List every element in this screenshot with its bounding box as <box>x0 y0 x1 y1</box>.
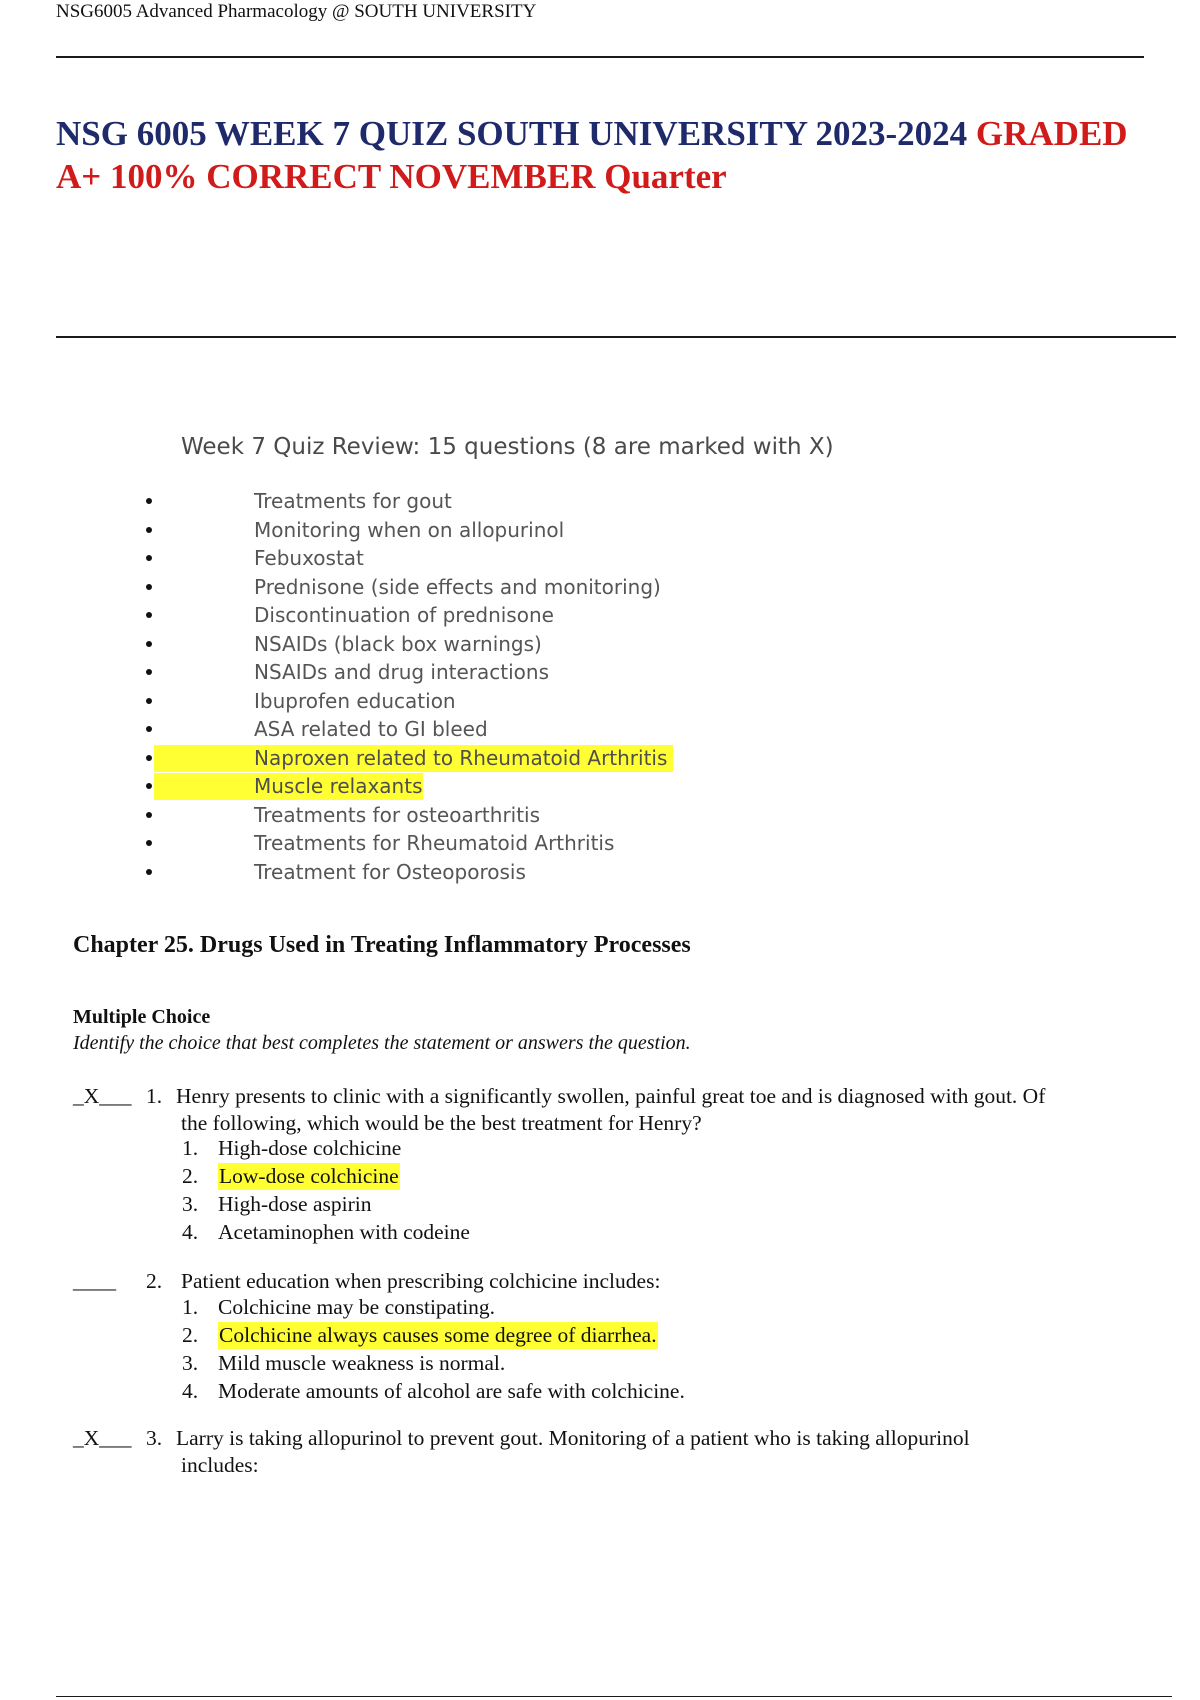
title-main: NSG 6005 WEEK 7 QUIZ SOUTH UNIVERSITY 2023-2024 <box>56 114 968 153</box>
title-rule <box>56 336 1176 338</box>
bullet-icon <box>146 869 152 875</box>
question-1 <box>73 1083 1173 1143</box>
option-text: Mild muscle weakness is normal. <box>218 1351 506 1375</box>
topic-label: Treatment for Osteoporosis <box>254 859 526 884</box>
option-text: Acetaminophen with codeine <box>218 1220 470 1244</box>
bullet-icon <box>146 641 152 647</box>
option-number: 2. <box>182 1164 199 1188</box>
option-text: High-dose colchicine <box>218 1136 402 1160</box>
option-number: 4. <box>182 1379 199 1403</box>
bullet-icon <box>146 498 152 504</box>
answer-mark: _X___ <box>73 1084 132 1108</box>
bullet-icon <box>146 612 152 618</box>
question-stem: Henry presents to clinic with a significantly swollen, painful great toe and is diagnosed with gout. Of <box>176 1084 1046 1108</box>
option-number: 3. <box>182 1192 199 1216</box>
question-stem: Larry is taking allopurinol to prevent gout. Monitoring of a patient who is taking allopurinol <box>176 1426 970 1450</box>
option-number: 3. <box>182 1351 199 1375</box>
option-number: 1. <box>182 1136 199 1160</box>
header-rule <box>56 56 1144 58</box>
topic-label: Naproxen related to Rheumatoid Arthritis <box>254 745 668 770</box>
answer-mark: ____ <box>73 1269 116 1293</box>
bullet-icon <box>146 669 152 675</box>
option-text: Colchicine always causes some degree of diarrhea. <box>219 1323 657 1347</box>
question-number: 3. <box>146 1426 163 1450</box>
running-header: NSG6005 Advanced Pharmacology @ SOUTH UNIVERSITY <box>56 1 537 22</box>
topic-label: Febuxostat <box>254 546 364 570</box>
question-stem-continued: includes: <box>181 1453 259 1477</box>
topic-label: Muscle relaxants <box>254 774 423 798</box>
question-stem-continued: the following, which would be the best treatment for Henry? <box>181 1111 702 1135</box>
section-heading: Multiple Choice <box>73 1006 211 1028</box>
topic-label: NSAIDs and drug interactions <box>254 660 549 684</box>
question-number: 2. <box>146 1269 163 1293</box>
question-stem: Patient education when prescribing colchicine includes: <box>181 1269 661 1293</box>
answer-mark: _X___ <box>73 1426 132 1450</box>
bullet-icon <box>146 726 152 732</box>
topic-label: Treatments for Rheumatoid Arthritis <box>254 831 615 855</box>
topic-label: Ibuprofen education <box>254 688 456 713</box>
option-text: Moderate amounts of alcohol are safe with colchicine. <box>218 1379 685 1403</box>
topic-label: NSAIDs (black box warnings) <box>254 631 542 656</box>
topic-label: ASA related to GI bleed <box>254 717 488 741</box>
option-number: 2. <box>182 1323 199 1347</box>
footer-rule <box>56 1696 1172 1697</box>
bullet-icon <box>146 584 152 590</box>
bullet-icon <box>146 840 152 846</box>
topic-label: Monitoring when on allopurinol <box>254 517 565 542</box>
topic-label: Treatments for osteoarthritis <box>254 802 541 827</box>
topic-label: Discontinuation of prednisone <box>254 603 554 627</box>
option-number: 4. <box>182 1220 199 1244</box>
bullet-icon <box>146 527 152 533</box>
title-graded: GRADED A+ 100% CORRECT NOVEMBER Quarter <box>56 114 1128 196</box>
topic-label: Prednisone (side effects and monitoring) <box>254 574 661 599</box>
topic-label: Treatments for gout <box>254 489 452 513</box>
bullet-icon <box>146 783 152 789</box>
option-text: High-dose aspirin <box>218 1192 372 1216</box>
instructions: Identify the choice that best completes the statement or answers the question. <box>73 1032 691 1054</box>
chapter-title: Chapter 25. Drugs Used in Treating Inflammatory Processes <box>73 932 691 958</box>
question-3 <box>73 1425 1173 1485</box>
option-text: Colchicine may be constipating. <box>218 1295 496 1319</box>
review-heading: Week 7 Quiz Review: 15 questions (8 are marked with X) <box>181 434 834 460</box>
option-number: 1. <box>182 1295 199 1319</box>
question-number: 1. <box>146 1084 163 1108</box>
bullet-icon <box>146 812 152 818</box>
bullet-icon <box>146 555 152 561</box>
document-title <box>56 112 1166 198</box>
option-text: Low-dose colchicine <box>219 1164 399 1188</box>
bullet-icon <box>146 698 152 704</box>
bullet-icon <box>146 755 152 761</box>
